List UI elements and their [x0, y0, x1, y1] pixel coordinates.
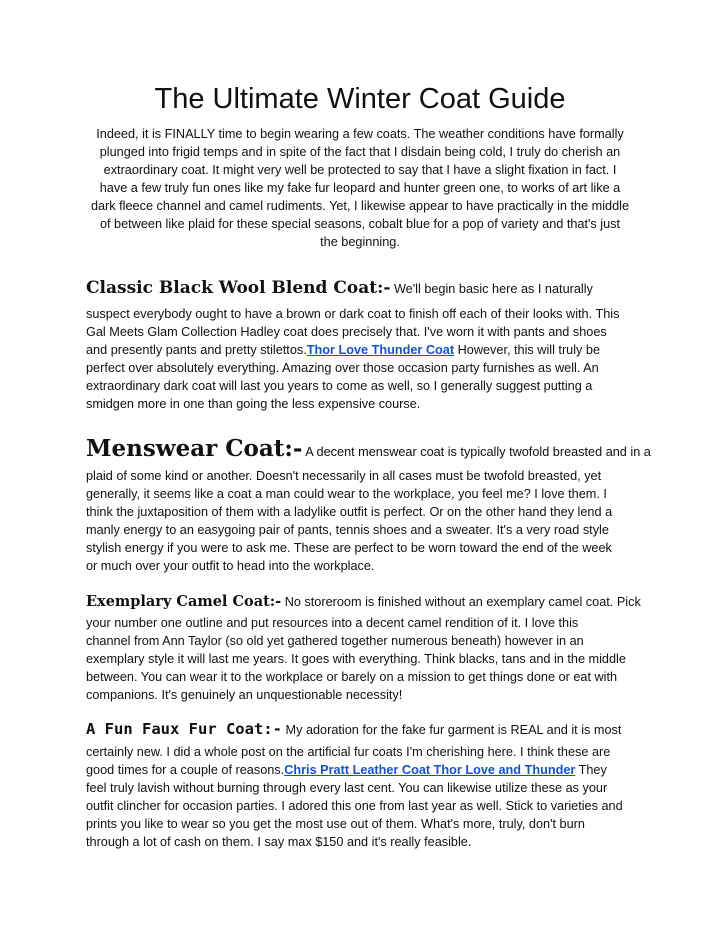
- paragraph-line: the beginning.: [320, 235, 400, 249]
- paragraph-line: prints you like to wear so you get the most use out of them. What's more, truly, don't burn: [86, 817, 585, 831]
- paragraph-line: feel truly lavish without burning through every last cent. You can likewise utilize these as your: [86, 781, 608, 795]
- section-menswear-coat: [86, 434, 651, 575]
- paragraph-line: certainly new. I did a whole post on the artificial fur coats I'm cherishing here. I think these are: [86, 745, 611, 759]
- paragraph-line: [86, 761, 646, 779]
- section-lead-text: We'll begin basic here as I naturally: [393, 282, 593, 296]
- paragraph-line: Gal Meets Glam Collection Hadley coat does precisely that. I've worn it with pants and shoes: [86, 325, 607, 339]
- paragraph-line: suspect everybody ought to have a brown or dark coat to finish off each of their looks with. This: [86, 307, 620, 321]
- paragraph-line: smidgen more in one than going the less expensive course.: [86, 397, 421, 411]
- paragraph-line: or much over your outfit to head into the workplace.: [86, 559, 375, 573]
- paragraph-line: your number one outline and put resources into a decent camel rendition of it. I love this: [86, 616, 579, 630]
- paragraph-line: outfit clincher for occasion parties. I adored this one from last year as well. Stick to varieties and: [86, 799, 623, 813]
- line-text: and presently pants and pretty stilettos.: [86, 343, 307, 357]
- paragraph-line: generally, it seems like a coat a man could wear to the workplace, you feel me? I love them. I: [86, 487, 607, 501]
- paragraph-line: [86, 341, 646, 359]
- section-classic-black-wool-coat: [86, 276, 646, 413]
- paragraph-line: stylish energy if you were to ask me. These are perfect to be worn toward the end of the week: [86, 541, 612, 555]
- section-heading: A Fun Faux Fur Coat:-: [86, 720, 282, 738]
- paragraph-line: dark fleece channel and camel rudiments. Yet, I likewise appear to have practically in the middle: [90, 199, 630, 213]
- paragraph-line: manly energy to an easygoing pair of pants, tennis shoes and a sweater. It's a very road style: [86, 523, 609, 537]
- chris-pratt-leather-coat-link[interactable]: Chris Pratt Leather Coat Thor Love and Thunder: [284, 763, 576, 777]
- paragraph-line: extraordinary coat. It might very well be protected to say that I have a slight fixation in fact. I: [103, 163, 617, 177]
- page-title: The Ultimate Winter Coat Guide: [154, 83, 566, 115]
- paragraph-line: of between like plaid for these special seasons, cobalt blue for a pop of variety and that's just: [99, 217, 621, 231]
- paragraph-line: extraordinary dark coat will last you years to come as well, so I generally suggest putting a: [86, 379, 593, 393]
- intro-paragraph: [82, 125, 638, 251]
- paragraph-line: plunged into frigid temps and in spite of the fact that I disdain being cold, I truly do cherish an: [99, 145, 621, 159]
- line-text: However, this will truly be: [454, 343, 601, 357]
- thor-love-thunder-coat-link[interactable]: Thor Love Thunder Coat: [306, 343, 455, 357]
- section-lead-text: My adoration for the fake fur garment is REAL and it is most: [285, 723, 622, 737]
- paragraph-line: have a few truly fun ones like my fake fur leopard and hunter green one, to works of art like a: [99, 181, 621, 195]
- paragraph-line: Indeed, it is FINALLY time to begin wearing a few coats. The weather conditions have formally: [96, 127, 624, 141]
- paragraph-line: channel from Ann Taylor (so old yet gathered together numerous beneath) however in an: [86, 634, 584, 648]
- section-lead-text: No storeroom is finished without an exemplary camel coat. Pick: [284, 595, 641, 609]
- paragraph-line: between. You can wear it to the workplace or barely on a mission to get things done or eat with: [86, 670, 618, 684]
- line-text: They: [575, 763, 607, 777]
- section-heading: Menswear Coat:-: [86, 435, 303, 462]
- line-text: good times for a couple of reasons.: [86, 763, 285, 777]
- paragraph-line: through a lot of cash on them. I say max $150 and it's really feasible.: [86, 835, 472, 849]
- section-heading: Classic Black Wool Blend Coat:-: [86, 278, 391, 298]
- paragraph-line: perfect over absolutely everything. Amazing over those occasion party furnishes as well. An: [86, 361, 599, 375]
- section-fun-faux-fur-coat: [86, 716, 646, 851]
- paragraph-line: plaid of some kind or another. Doesn't necessarily in all cases must be twofold breasted, yet: [86, 469, 602, 483]
- paragraph-line: exemplary style it will last me years. It goes with everything. Think blacks, tans and in the middle: [86, 652, 626, 666]
- section-exemplary-camel-coat: [86, 590, 646, 704]
- paragraph-line: companions. It's genuinely an unquestionable necessity!: [86, 688, 403, 702]
- section-lead-text: A decent menswear coat is typically twofold breasted and in a: [305, 445, 651, 459]
- paragraph-line: think the juxtaposition of them with a ladylike outfit is perfect. Or on the other hand they lend a: [86, 505, 613, 519]
- section-heading: Exemplary Camel Coat:-: [86, 593, 282, 610]
